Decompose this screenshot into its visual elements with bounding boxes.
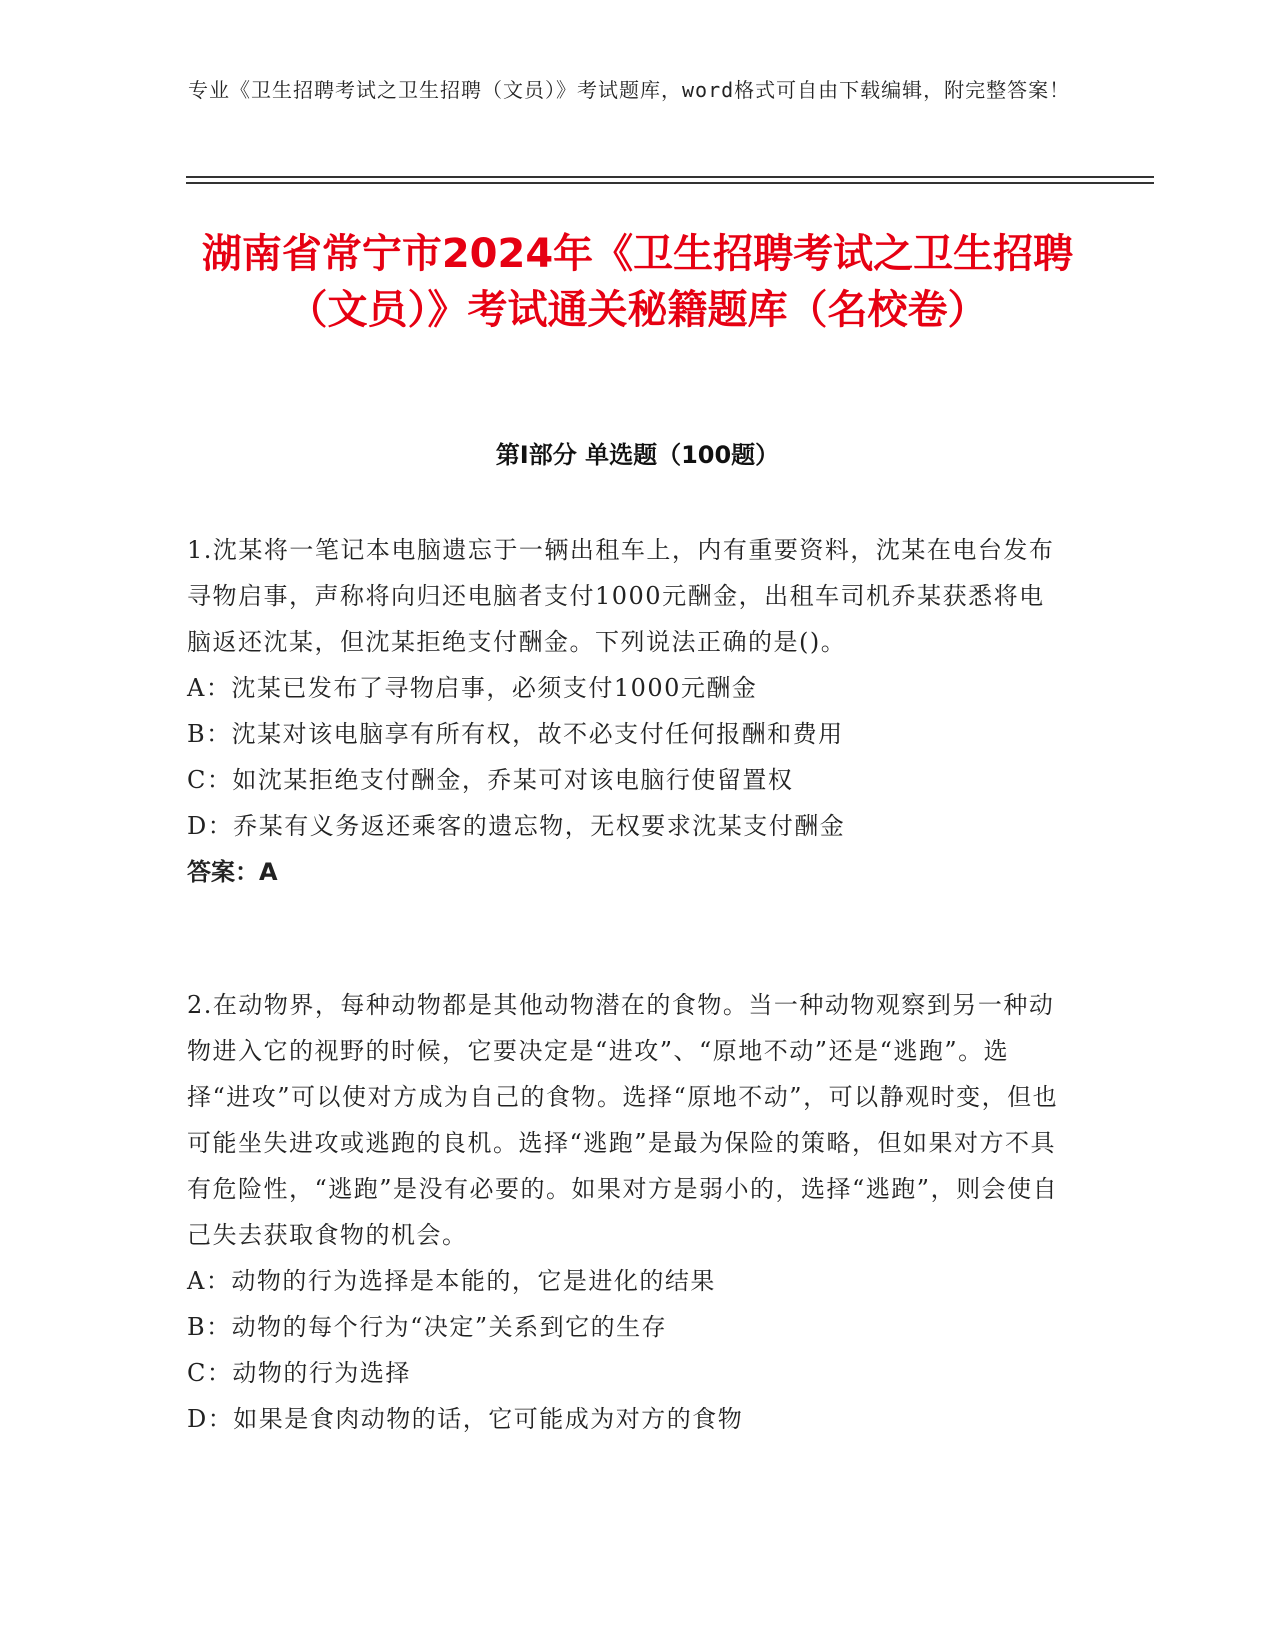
answer-line: 答案：A	[187, 858, 278, 886]
header-note: 专业《卫生招聘考试之卫生招聘（文员）》考试题库，word格式可自由下载编辑，附完整答案！	[188, 78, 1071, 102]
option-d: D：乔某有义务返还乘客的遗忘物，无权要求沈某支付酬金	[187, 812, 846, 840]
option-b: B：沈某对该电脑享有所有权，故不必支付任何报酬和费用	[187, 720, 844, 748]
option-a: A：动物的行为选择是本能的，它是进化的结果	[187, 1267, 716, 1295]
option-c: C：动物的行为选择	[187, 1359, 411, 1387]
option-a: A：沈某已发布了寻物启事，必须支付1000元酬金	[187, 674, 758, 702]
option-c: C：如沈某拒绝支付酬金，乔某可对该电脑行使留置权	[187, 766, 794, 794]
header-divider-bottom	[186, 182, 1154, 184]
option-d: D：如果是食肉动物的话，它可能成为对方的食物	[187, 1405, 744, 1433]
document-title: 湖南省常宁市2024年《卫生招聘考试之卫生招聘（文员）》考试通关秘籍题库（名校卷）	[201, 231, 1074, 333]
header-divider-top	[186, 176, 1154, 178]
question-1	[187, 527, 1067, 895]
question-2	[187, 982, 1067, 1442]
question-stem: 2.在动物界，每种动物都是其他动物潜在的食物。当一种动物观察到另一种动物进入它的视野的时候，它要决定是“进攻”、“原地不动”还是“逃跑”。选择“进攻”可以使对方成为自己的食物。选择“原地不动”，可以静观时变，但也可能坐失进攻或逃跑的良机。选择“逃跑”是最为保险的策略，但如果对方不具有危险性，“逃跑”是没有必要的。如果对方是弱小的，选择“逃跑”，则会使自己失去获取食物的机会。	[187, 991, 1059, 1249]
option-b: B：动物的每个行为“决定”关系到它的生存	[187, 1313, 668, 1341]
section-heading: 第I部分 单选题（100题）	[495, 441, 780, 469]
question-stem: 1.沈某将一笔记本电脑遗忘于一辆出租车上，内有重要资料，沈某在电台发布寻物启事，声称将向归还电脑者支付1000元酬金，出租车司机乔某获悉将电脑返还沈某，但沈某拒绝支付酬金。下列说法正确的是()。	[187, 536, 1055, 656]
